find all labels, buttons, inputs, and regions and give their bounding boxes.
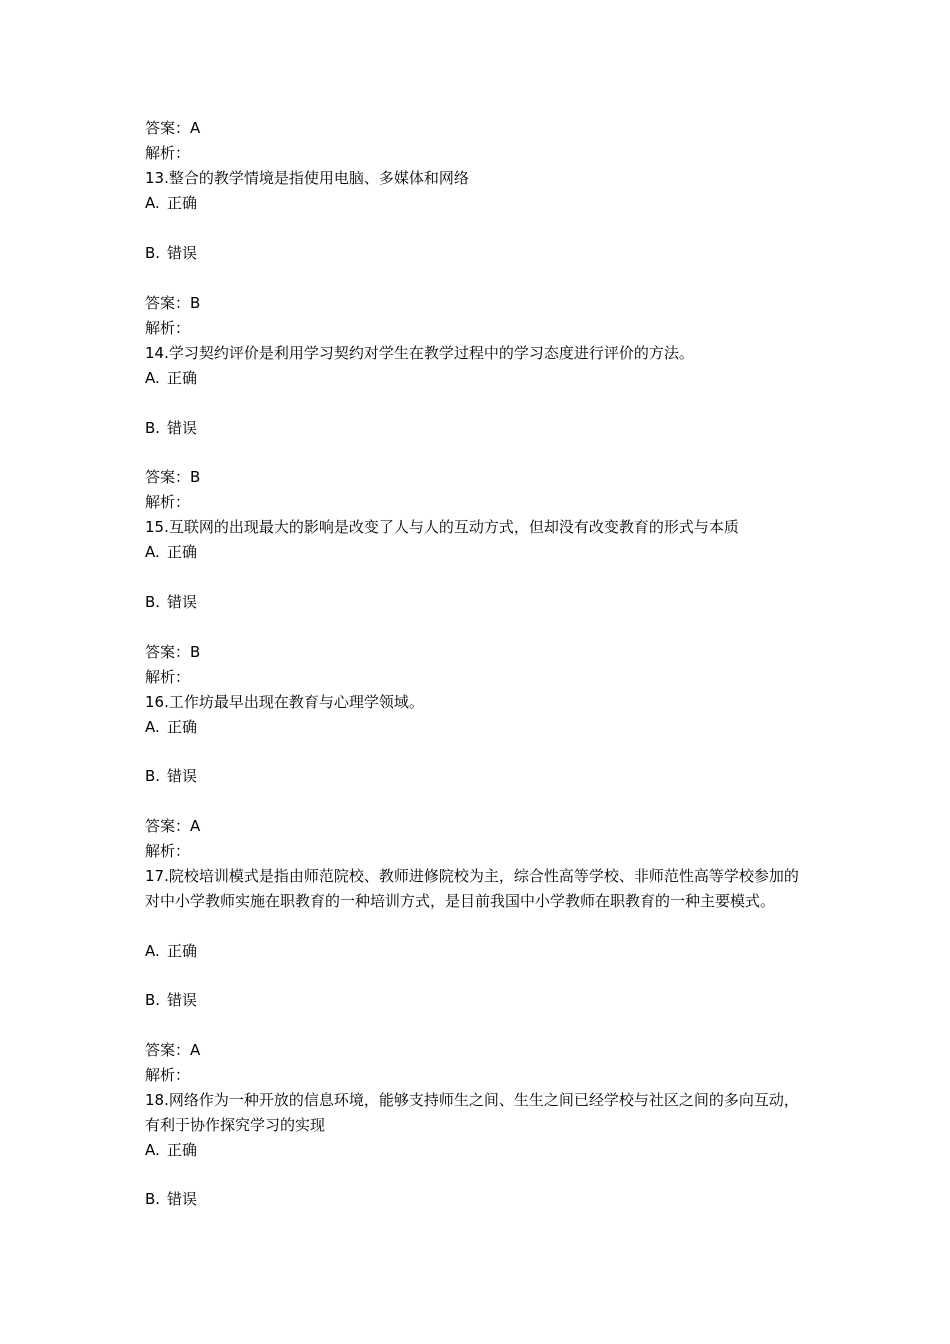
option-letter: A. (145, 942, 160, 960)
explanation-line: 解析： (145, 319, 191, 337)
explanation-line: 解析： (145, 493, 191, 511)
answer-line: 答案：A (145, 817, 201, 835)
question-13: 13.整合的教学情境是指使用电脑、多媒体和网络 (145, 169, 469, 187)
option-a (145, 939, 810, 964)
option-text: 错误 (167, 767, 198, 785)
option-b (145, 988, 810, 1013)
question-18: 18.网络作为一种开放的信息环境，能够支持师生之间、生生之间已经学校与社区之间的多向互动，有利于协作探究学习的实现 (145, 1091, 799, 1134)
option-text: 错误 (167, 593, 198, 611)
option-letter: A. (145, 543, 160, 561)
question-15: 15.互联网的出现最大的影响是改变了人与人的互动方式，但却没有改变教育的形式与本质 (145, 518, 739, 536)
question-16: 16.工作坊最早出现在教育与心理学领域。 (145, 693, 424, 711)
option-letter: A. (145, 1141, 160, 1159)
question-17: 17.院校培训模式是指由师范院校、教师进修院校为主，综合性高等学校、非师范性高等学校参加的对中小学教师实施在职教育的一种培训方式，是目前我国中小学教师在职教育的一种主要模式。 (145, 867, 799, 910)
answer-line: 答案：B (145, 294, 201, 312)
explanation-line: 解析： (145, 1066, 191, 1084)
option-text: 正确 (167, 718, 198, 736)
option-a (145, 191, 810, 216)
answer-line: 答案：A (145, 1041, 201, 1059)
option-a (145, 715, 810, 740)
option-text: 错误 (167, 1190, 198, 1208)
option-text: 正确 (167, 369, 198, 387)
answer-line: 答案：B (145, 643, 201, 661)
option-text: 错误 (167, 991, 198, 1009)
option-b (145, 764, 810, 789)
option-letter: B. (145, 767, 161, 785)
option-letter: A. (145, 369, 160, 387)
question-14: 14.学习契约评价是利用学习契约对学生在教学过程中的学习态度进行评价的方法。 (145, 344, 694, 362)
option-b (145, 1187, 810, 1212)
option-text: 正确 (167, 194, 198, 212)
explanation-line: 解析： (145, 144, 191, 162)
answer-line: 答案：B (145, 468, 201, 486)
option-text: 正确 (167, 1141, 198, 1159)
option-letter: B. (145, 991, 161, 1009)
answer-line: 答案：A (145, 119, 201, 137)
option-a (145, 366, 810, 391)
option-letter: B. (145, 244, 161, 262)
option-text: 正确 (167, 942, 198, 960)
option-letter: A. (145, 718, 160, 736)
option-letter: A. (145, 194, 160, 212)
option-b (145, 241, 810, 266)
option-text: 错误 (167, 419, 198, 437)
explanation-line: 解析： (145, 842, 191, 860)
option-letter: B. (145, 593, 161, 611)
option-letter: B. (145, 1190, 161, 1208)
explanation-line: 解析： (145, 668, 191, 686)
option-text: 正确 (167, 543, 198, 561)
option-letter: B. (145, 419, 161, 437)
option-text: 错误 (167, 244, 198, 262)
option-a (145, 1138, 810, 1163)
option-b (145, 416, 810, 441)
option-a (145, 540, 810, 565)
option-b (145, 590, 810, 615)
